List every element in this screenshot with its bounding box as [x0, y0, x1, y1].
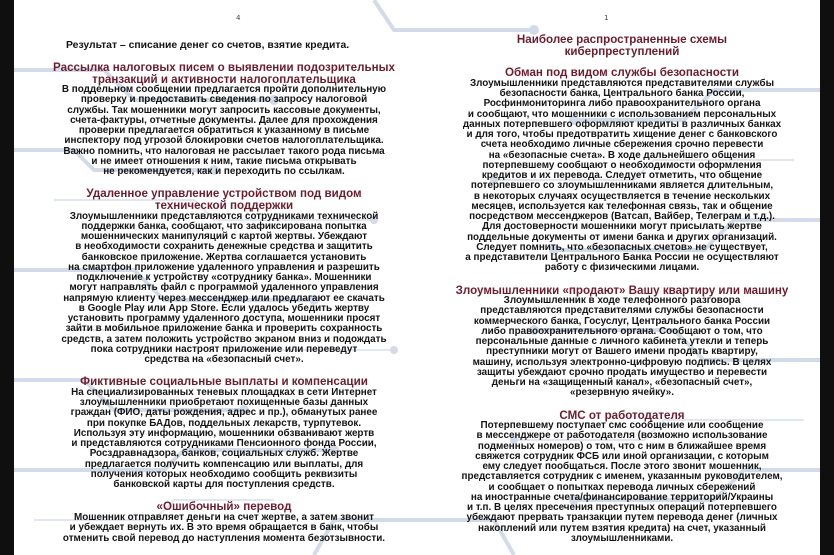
page-number: 4: [236, 14, 241, 22]
document-spread: [14, 0, 820, 555]
section-heading-tax-letters: Рассылка налоговых писем о выявлении подозрительных транзакций и активности налогоплательщика: [53, 61, 395, 86]
section-text-property-sale: Злоумышленник в ходе телефонного разговора представляются представителями службы безопасности коммерческого банка, Госуслуг, Центрального банка России либо правоохранительного органа. Сообщают о том, что персональные данные с личного кабинета утекли и теперь преступники могут от Вашего имени продать квартиру, машину, используя электронно-цифровую подпись. В целях защиты убеждают срочно продать имущество и перевести деньги на «защищенный канал», «безопасный счет», «резервную ячейку».: [472, 295, 772, 399]
section-heading-property-sale: Злоумышленники «продают» Вашу квартиру или машину: [455, 283, 789, 297]
section-heading-fake-payments: Фиктивные социальные выплаты и компенсации: [80, 375, 368, 389]
left-page-content: [32, 40, 416, 544]
section-heading-remote-control: Удаленное управление устройством под видом технической поддержки: [86, 187, 362, 213]
section-text-fake-payments: На специализированных теневых площадках в сети Интернет злоумышленники приобретают похищенные базы данных граждан (ФИО, даты рождения, адрес и пр.), обманутых ранее при покупке БАДов, поддельных лекарств, турпутевок. Используя эту информацию, мошенники обзванивают жертв и представляются сотрудниками Пенсионного фонда России, Росздравнадзора, банков, социальных служб. Жертве предлагается получить компенсацию или выплаты, для получения которых необходимо сообщить реквизиты банковской карты для поступления средств.: [70, 386, 378, 491]
section-text-employer-sms: Потерпевшему поступает смс сообщение или сообщение в мессенджере от работодателя (возможно использование подменных номеров) о том, что с ним в ближайшее время свяжется сотрудник ФСБ или иной организации, с которым ему следует пообщаться. После этого звонит мошенник, представляется сотрудник с именем, указанным руководителем, и сообщает о попытках перевода личных сбережений на иностранные счета/финансирование территорий/Украины и т.п. В целях пресечения преступных операций потерпевшего убеждают прервать транзакции путем перевода денег (личных накоплений или путем взятия кредита) на счет, указанный злоумышленниками.: [461, 420, 783, 544]
result-line: Результат – списание денег со счетов, взятие кредита.: [66, 40, 350, 51]
section-heading-security-service: Обман под видом службы безопасности: [505, 66, 739, 80]
right-page: [420, 0, 820, 555]
section-heading-employer-sms: СМС от работодателя: [559, 408, 685, 422]
section-heading-erroneous-transfer: «Ошибочный» перевод: [156, 500, 292, 514]
section-text-remote-control: Злоумышленники представляются сотрудниками технической поддержки банка, сообщают, что зафиксирована попытка мошеннических манипуляций с картой жертвы. Убеждают в необходимости сохранить денежные средства и защитить банковское приложение. Жертва соглашается установить на смартфон приложение удаленного управления и разрешить подключение к устройству «сотруднику банка». Мошенники могут направлять файл с программой удаленного управления напрямую клиенту через мессенджер или предлагают ее скачать в Google Play или App Store. Если удалось убедить жертву установить программу удаленного доступа, мошенники просят зайти в мобильное приложение банка и проверить сохранность средств, а затем положить устройство экраном вниз и подождать пока сотрудники настроят приложение или переведут средства на «безопасный счет».: [61, 210, 387, 366]
right-page-content: [426, 34, 818, 544]
section-text-security-service: Злоумышленники представляются представителями службы безопасности банка, Центрального банка России, Росфинмониторинга либо правоохранительного органа и сообщают, что мошенники с использованием персональных данных потерпевшего оформляют кредиты в различных банках и для того, чтобы предотвратить хищение денег с банковского счета необходимо личные сбережения срочно перевести на «безопасные счета». В ходе дальнейшего общения потерпевшему сообщают о необходимости оформления кредитов и их перевода. Следует отметить, что общение потерпевшего со злоумышленниками является длительным, в некоторых случаях осуществляется в течение нескольких месяцев, используется как телефонная связь, так и общение посредством мессенджеров (Ватсап, Вайбер, Телеграм и т.д.). Для достоверности мошенники могут присылать жертве поддельные документы от имени банка и других организаций. Следует помнить, что «безопасных счетов» не существует, а представители Центрального Банка России не осуществляют работу с физическими лицами.: [462, 77, 782, 274]
section-text-erroneous-transfer: Мошенник отправляет деньги на счет жертве, а затем звонит и убеждает вернуть их. В это время обращается в банк, чтобы отменить свой перевод до наступления момента безотзывности.: [62, 512, 386, 544]
section-text-tax-letters: В поддельном сообщении предлагается пройти дополнительную проверку и предоставить сведения по запросу налоговой службы. Так мошенники могут запросить кассовые документы, счета-фактуры, отчетные документы. Далее для прохождения проверки предлагается обратиться к указанному в письме инспектору под угрозой блокировки счетов налогоплательщика. Важно помнить, что налоговая не рассылает такого рода письма и не имеет отношения к ним, такие письма открывать не рекомендуется, как и переходить по ссылкам.: [61, 84, 387, 178]
page-number: 1: [604, 14, 609, 22]
left-page: [28, 0, 420, 555]
main-title: Наиболее распространенные схемы киберпреступлений: [516, 33, 728, 58]
